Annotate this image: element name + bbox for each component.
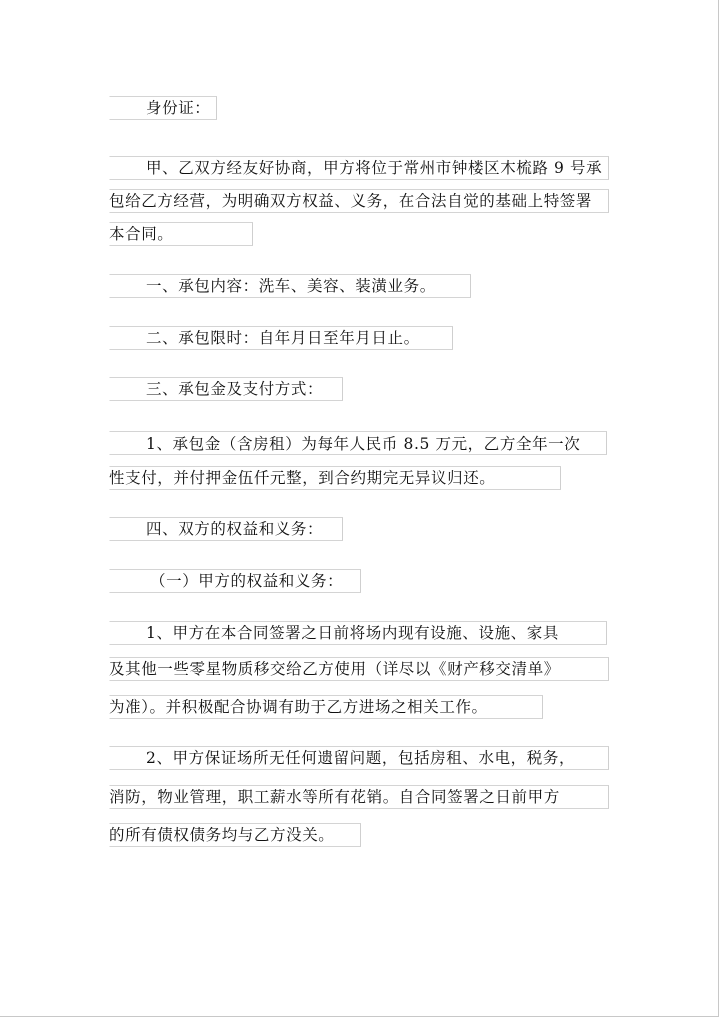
- item-1-line-2: 及其他一些零星物质移交给乙方使用（详尽以《财产移交清单》: [109, 660, 560, 678]
- section-2-heading: 二、承包限时：自年月日至年月日止。: [146, 329, 420, 347]
- item-2-line-1: 2、甲方保证场所无任何遗留问题，包括房租、水电，税务，: [146, 749, 576, 767]
- intro-line-3: 本合同。: [109, 225, 174, 243]
- payment-line-2: 性支付，并付押金伍仟元整，到合约期完无异议归还。: [109, 469, 496, 487]
- sub-heading-party-a: （一）甲方的权益和义务：: [150, 572, 344, 590]
- item-2-line-2: 消防，物业管理，职工薪水等所有花销。自合同签署之日前甲方: [109, 788, 560, 806]
- section-3-heading: 三、承包金及支付方式：: [146, 380, 324, 398]
- intro-line-2: 包给乙方经营，为明确双方权益、义务，在合法自觉的基础上特签署: [109, 192, 593, 210]
- payment-line-1: 1、承包金（含房租）为每年人民币 8.5 万元，乙方全年一次: [146, 435, 581, 453]
- item-1-line-3: 为准）。并积极配合协调有助于乙方进场之相关工作。: [109, 698, 488, 716]
- item-1-line-1: 1、甲方在本合同签署之日前将场内现有设施、设施、家具: [146, 624, 559, 642]
- section-1-heading: 一、承包内容：洗车、美容、装潢业务。: [146, 277, 436, 295]
- id-label: 身份证：: [146, 99, 211, 117]
- section-4-heading: 四、双方的权益和义务：: [146, 520, 324, 538]
- intro-line-1: 甲、乙双方经友好协商，甲方将位于常州市钟楼区木梳路 9 号承: [146, 159, 603, 177]
- item-2-line-3: 的所有债权债务均与乙方没关。: [109, 826, 335, 844]
